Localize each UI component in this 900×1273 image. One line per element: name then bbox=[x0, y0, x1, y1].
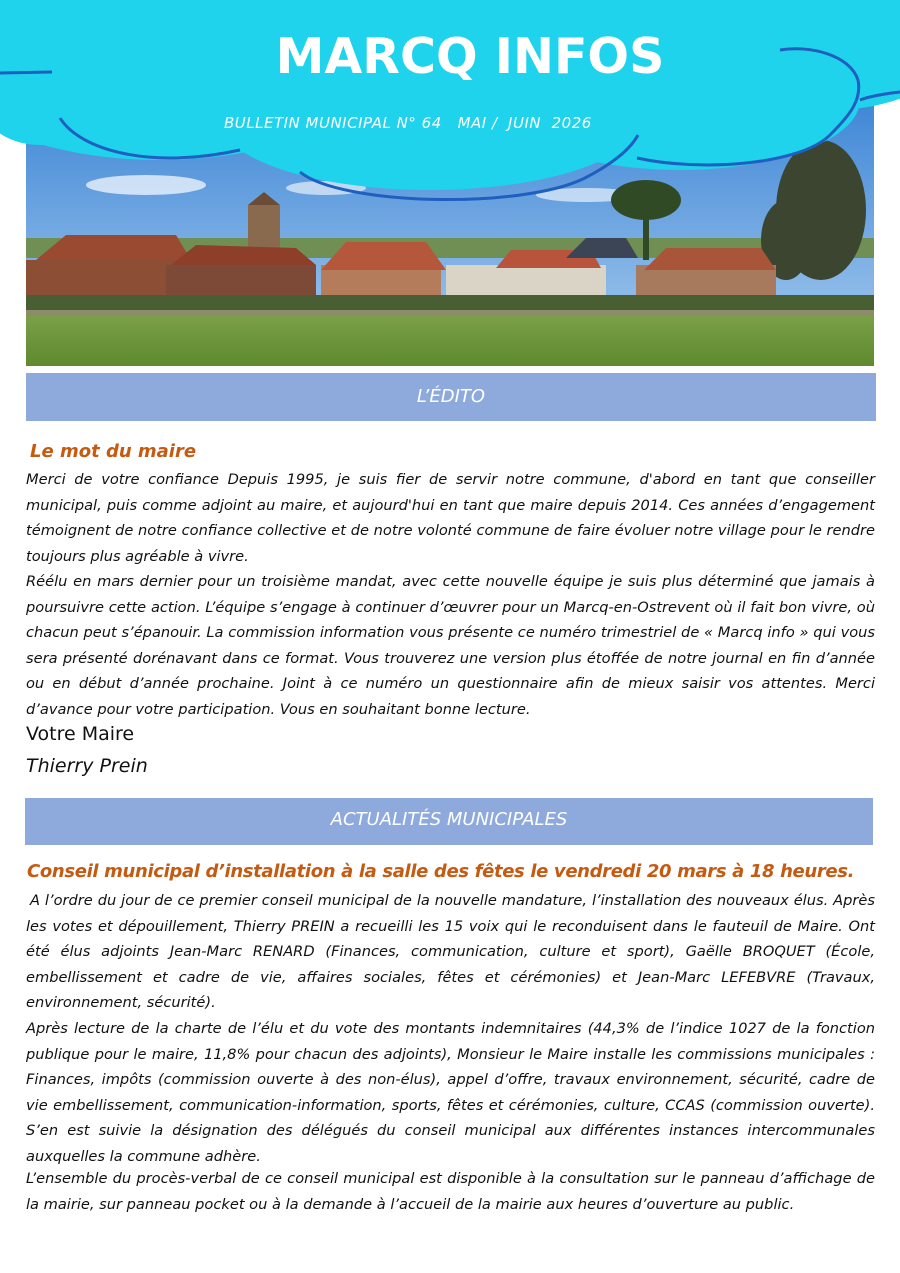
actualites-paragraph-1: A l’ordre du jour de ce premier conseil municipal de la nouvelle mandature, l’installation des nouveaux élus. Après les votes et dépouillement, Thierry PREIN a recueilli les 15 voix qui le reconduisent dans le fauteuil de Maire. Ont été élus adjoints Jean-Marc RENARD (Finances, communication, culture et sport), Gaëlle BROQUET (École, embellissement et cadre de vie, affaires sociales, fêtes et cérémonies) et Jean-Marc LEFEBVRE (Travaux, environnement, sécurité). bbox=[26, 892, 875, 1011]
bulletin-title: MARCQ INFOS bbox=[275, 28, 665, 85]
edito-paragraph-1: Merci de votre confiance Depuis 1995, je suis fier de servir notre commune, d'abord en tant que conseiller municipal, puis comme adjoint au maire, et aujourd'hui en tant que maire depuis 2014. Ces années d’engagement témoignent de notre confiance collective et de notre volonté commune de faire évoluer notre village pour le rendre toujours plus agréable à vivre. bbox=[26, 471, 875, 565]
signature-name: Thierry Prein bbox=[26, 755, 148, 777]
actualites-heading: Conseil municipal d’installation à la salle des fêtes le vendredi 20 mars à 18 heures. bbox=[27, 861, 855, 882]
edito-heading: Le mot du maire bbox=[30, 441, 197, 462]
bulletin-subtitle: BULLETIN MUNICIPAL N° 64 MAI / JUIN 2026 bbox=[224, 114, 592, 132]
actualites-paragraph-2: Après lecture de la charte de l’élu et du vote des montants indemnitaires (44,3% de l’indice 1027 de la fonction publique pour le maire, 11,8% pour chacun des adjoints), Monsieur le Maire installe les commissions municipales : Finances, impôts (commission ouverte à des non-élus), appel d’offre, travaux environnement, sécurité, cadre de vie embellissement, communication-information, sports, fêtes et cérémonies, culture, CCAS (commission ouverte). S’en est suivie la désignation des délégués du conseil municipal aux différentes instances intercommunales auxquelles la commune adhère. bbox=[26, 1020, 875, 1165]
edito-paragraph-2: Réélu en mars dernier pour un troisième mandat, avec cette nouvelle équipe je suis plus déterminé que jamais à poursuivre cette action. L’équipe s’engage à continuer d’œuvrer pour un Marcq-en-Ostrevent où il fait bon vivre, où chacun peut s’épanouir. La commission information vous présente ce numéro trimestriel de « Marcq info » qui vous sera présenté dorénavant dans ce format. Vous trouverez une version plus étoffée de notre journal en fin d’année ou en début d’année prochaine. Joint à ce numéro un questionnaire afin de mieux saisir vos attentes. Merci d’avance pour votre participation. Vous en souhaitant bonne lecture. bbox=[26, 573, 875, 718]
section-bar-edito: L’ÉDITO bbox=[26, 373, 876, 421]
section-bar-actualites: ACTUALITÉS MUNICIPALES bbox=[25, 798, 873, 845]
actualites-paragraph-3: L’ensemble du procès-verbal de ce conseil municipal est disponible à la consultation sur le panneau d’affichage de la mairie, sur panneau pocket ou à la demande à l’accueil de la mairie aux heures d’ouverture au public. bbox=[26, 1170, 875, 1213]
signature-role: Votre Maire bbox=[26, 723, 135, 745]
